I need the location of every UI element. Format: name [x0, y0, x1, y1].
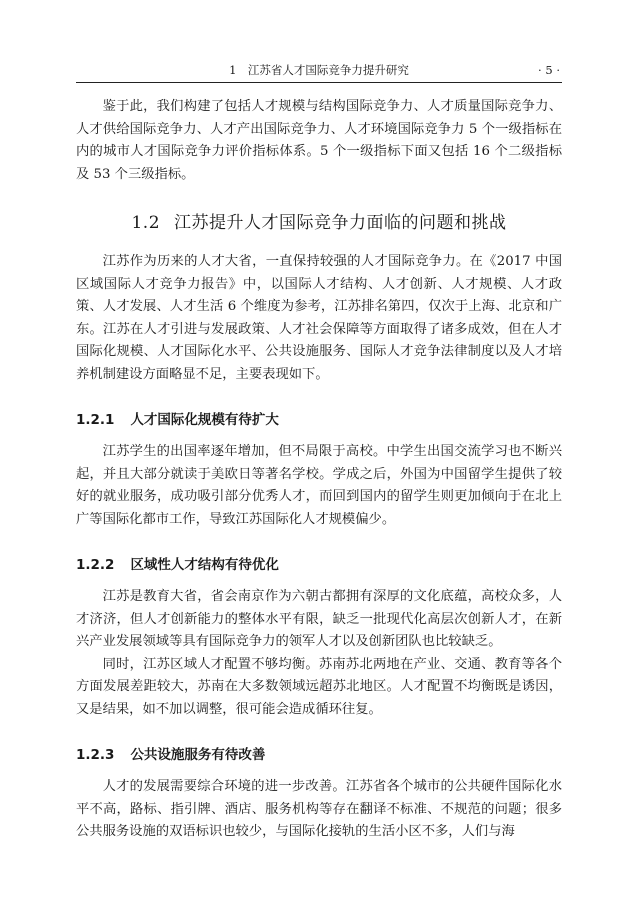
- subsection-paragraph: 江苏学生的出国率逐年增加，但不局限于高校。中学生出国交流学习也不断兴起，并且大部分就读于美欧日等著名学校。学成之后，外国为中国留学生提供了较好的就业服务，成功吸引部分优秀人才，而回到国内的留学生则更加倾向于在北上广等国际化都市工作，导致江苏国际化人才规模偏少。: [76, 444, 562, 527]
- subsection-heading-3: [76, 743, 562, 763]
- section-number: 1.2: [131, 213, 161, 233]
- subsection-number: 1.2.3: [76, 747, 115, 763]
- subsection-paragraph: 江苏是教育大省，省会南京作为六朝古都拥有深厚的文化底蕴，高校众多，人才济济，但人才创新能力的整体水平有限，缺乏一批现代化高层次创新人才，在新兴产业发展领域等具有国际竞争力的领军人才以及创新团队也比较缺乏。: [76, 589, 562, 649]
- intro-paragraph: 鉴于此，我们构建了包括人才规模与结构国际竞争力、人才质量国际竞争力、人才供给国际竞争力、人才产出国际竞争力、人才环境国际竞争力 5 个一级指标在内的城市人才国际竞争力评价指标体系。5 个一级指标下面又包括 16 个二级指标及 53 个三级指标。: [76, 99, 562, 182]
- running-title: 1 江苏省人才国际竞争力提升研究: [229, 63, 409, 77]
- running-header: [76, 58, 562, 83]
- subsection-title: 人才国际化规模有待扩大: [130, 412, 279, 428]
- section-paragraph: 江苏作为历来的人才大省，一直保持较强的人才国际竞争力。在《2017 中国区域国际人才竞争力报告》中，以国际人才结构、人才创新、人才规模、人才政策、人才发展、人才生活 6 个维度为参考，江苏排名第四，仅次于上海、北京和广东。江苏在人才引进与发展政策、人才社会保障等方面取得了诸多成效，但在人才国际化规模、人才国际化水平、公共设施服务、国际人才竞争法律制度以及人才培养机制建设方面略显不足，主要表现如下。: [76, 254, 562, 382]
- subsection-heading-2: [76, 553, 562, 573]
- subsection-paragraph: 人才的发展需要综合环境的进一步改善。江苏省各个城市的公共硬件国际化水平不高，路标、指引牌、酒店、服务机构等存在翻译不标准、不规范的问题；很多公共服务设施的双语标识也较少，与国际化接轨的生活小区不多，人们与海: [76, 779, 562, 839]
- subsection-title: 公共设施服务有待改善: [130, 747, 266, 763]
- page-body: [76, 96, 562, 844]
- subsection-number: 1.2.1: [76, 412, 115, 428]
- page-number: · 5 ·: [538, 63, 560, 77]
- section-heading: [76, 208, 562, 233]
- section-title: 江苏提升人才国际竞争力面临的问题和挑战: [174, 213, 507, 233]
- subsection-title: 区域性人才结构有待优化: [130, 557, 279, 573]
- subsection-heading-1: [76, 408, 562, 428]
- subsection-number: 1.2.2: [76, 557, 115, 573]
- subsection-paragraph: 同时，江苏区域人才配置不够均衡。苏南苏北两地在产业、交通、教育等各个方面发展差距较大，苏南在大多数领域远超苏北地区。人才配置不均衡既是诱因，又是结果，如不加以调整，很可能会造成循环往复。: [76, 656, 562, 717]
